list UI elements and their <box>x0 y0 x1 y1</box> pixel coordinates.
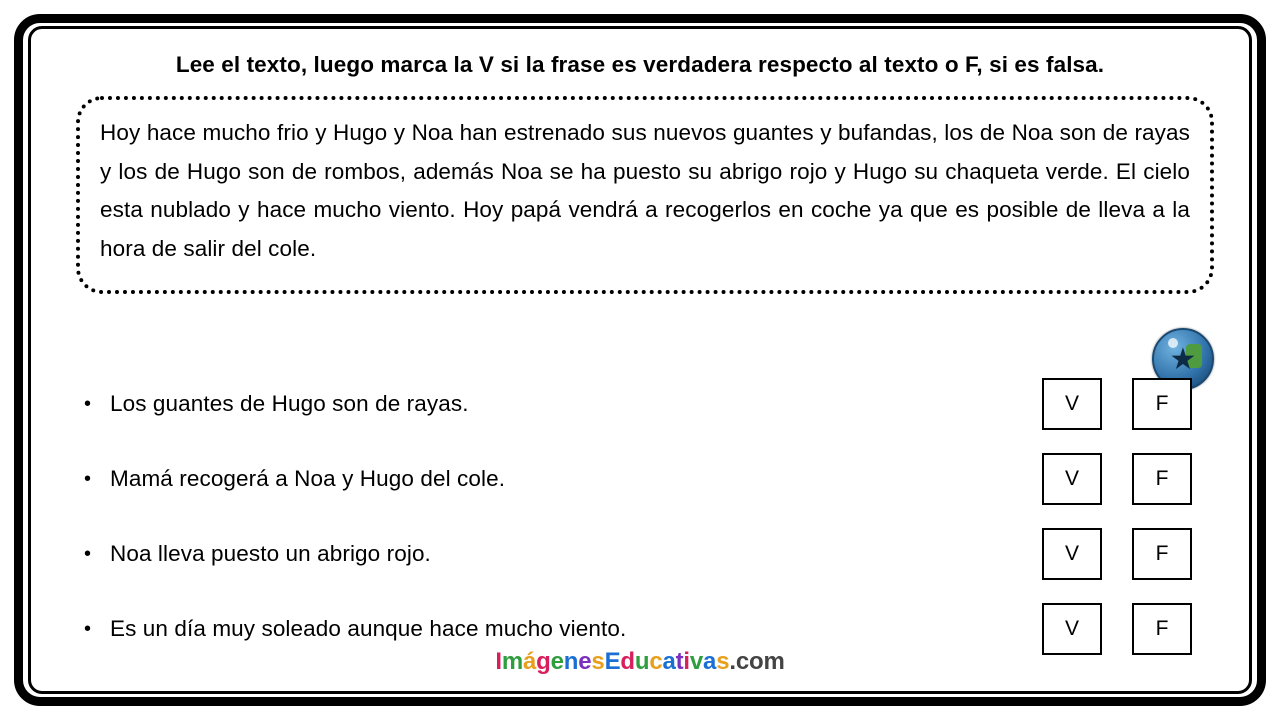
watermark-letter: I <box>495 648 502 675</box>
watermark-letter: a <box>703 648 717 675</box>
bullet-icon: • <box>84 467 92 490</box>
watermark-letter: e <box>550 648 564 675</box>
bullet-icon: • <box>84 617 92 640</box>
answer-false-box[interactable]: F <box>1132 603 1192 655</box>
question-text-wrapper <box>84 616 1042 642</box>
answer-true-box[interactable]: V <box>1042 378 1102 430</box>
question-text: Noa lleva puesto un abrigo rojo. <box>110 540 431 566</box>
watermark-letter: t <box>675 648 684 675</box>
watermark-letter: v <box>689 648 704 675</box>
question-text: Mamá recogerá a Noa y Hugo del cole. <box>110 465 506 491</box>
answer-true-box[interactable]: V <box>1042 453 1102 505</box>
avatar-glyph: ★ <box>1169 343 1197 377</box>
watermark-letter: e <box>578 648 592 675</box>
watermark-letter: n <box>563 648 579 675</box>
watermark-letter: c <box>649 648 663 675</box>
watermark-letter: a <box>662 648 676 675</box>
reading-passage-text: Hoy hace mucho frio y Hugo y Noa han estrenado sus nuevos guantes y bufandas, los de Noa son de rayas y los de Hugo son de rombos, además Noa se ha puesto su abrigo rojo y Hugo su chaqueta verde. El cielo esta nublado y hace mucho viento. Hoy papá vendrá a recogerlos en coche ya que es posible de lleva a la hora de salir del cole. <box>100 120 1190 262</box>
answer-choices <box>1042 603 1192 655</box>
site-watermark <box>44 648 1236 676</box>
instruction-text: Lee el texto, luego marca la V si la frase es verdadera respecto al texto o F, si es falsa. <box>175 52 1105 77</box>
bullet-icon: • <box>84 392 92 415</box>
answer-true-box[interactable]: V <box>1042 603 1102 655</box>
watermark-letter: o <box>748 648 764 675</box>
question-text-wrapper <box>84 466 1042 492</box>
watermark-letter: m <box>501 648 523 675</box>
questions-list <box>84 366 1194 666</box>
watermark-letter: d <box>620 648 635 675</box>
question-text: Es un día muy soleado aunque hace mucho viento. <box>110 615 627 641</box>
reading-passage-box <box>76 96 1214 294</box>
question-text-wrapper <box>84 541 1042 567</box>
question-text: Los guantes de Hugo son de rayas. <box>110 390 469 416</box>
answer-false-box[interactable]: F <box>1132 528 1192 580</box>
watermark-letter: s <box>716 648 730 675</box>
watermark-letter: g <box>536 648 551 675</box>
question-row <box>84 366 1194 441</box>
answer-false-box[interactable]: F <box>1132 453 1192 505</box>
watermark-letter: E <box>604 648 621 675</box>
watermark-letter: á <box>523 648 537 675</box>
watermark-letter: s <box>591 648 605 675</box>
watermark-letter: . <box>729 648 736 675</box>
answer-choices <box>1042 378 1192 430</box>
question-text-wrapper <box>84 391 1042 417</box>
answer-choices <box>1042 528 1192 580</box>
answer-choices <box>1042 453 1192 505</box>
question-row <box>84 441 1194 516</box>
answer-true-box[interactable]: V <box>1042 528 1102 580</box>
worksheet-content <box>44 38 1236 682</box>
bullet-icon: • <box>84 542 92 565</box>
answer-false-box[interactable]: F <box>1132 378 1192 430</box>
watermark-letter: u <box>634 648 650 675</box>
watermark-letter: i <box>683 648 690 675</box>
question-row <box>84 516 1194 591</box>
watermark-letter: m <box>763 648 785 675</box>
watermark-letter: c <box>735 648 749 675</box>
